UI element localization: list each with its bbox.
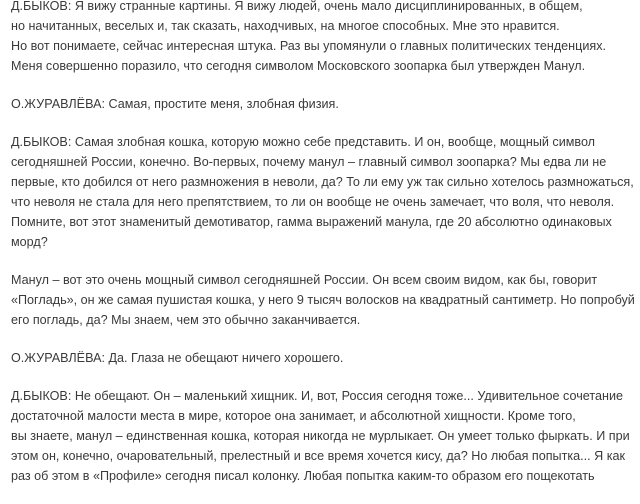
text-line: сегодняшней России, конечно. Во-первых, почему манул – главный символ зоопарка? Мы едва ли не	[11, 155, 607, 169]
text-line: его погладь, да? Мы знаем, чем это обычно заканчивается.	[11, 313, 361, 327]
paragraph-bykov-1	[11, 0, 637, 76]
text-line: достаточной малости места в мире, которое она занимает, и абсолютной хищности. Кроме того,	[11, 409, 576, 423]
text-line: Д.БЫКОВ: Я вижу странные картины. Я вижу людей, очень мало дисциплинированных, в общем,	[11, 0, 583, 13]
text-line: морд?	[11, 235, 48, 249]
text-line: первые, кто добился от него размножения в неволи, да? То ли ему уж так сильно хотелось размножаться,	[11, 175, 634, 189]
text-line: этом он, конечно, очаровательный, прелестный и все время хочется кису, да? Но любая попытка... Я как	[11, 449, 626, 463]
text-line: «Погладь», он же самая пушистая кошка, у него 9 тысяч волосков на квадратный сантиметр. Но попробуй	[11, 293, 635, 307]
text-line: вы знаете, манул – единственная кошка, которая никогда не мурлыкает. Он умеет только фыркать. И при	[11, 429, 630, 443]
text-line: Помните, вот этот знаменитый демотиватор, гамма выражений манула, где 20 абсолютно одинаковых	[11, 215, 612, 229]
paragraph-bykov-4	[11, 386, 637, 486]
text-line: Д.БЫКОВ: Не обещают. Он – маленький хищник. И, вот, Россия сегодня тоже... Удивительное сочетание	[11, 389, 623, 403]
paragraph-bykov-3	[11, 270, 637, 330]
paragraph-zhuravleva-2	[11, 348, 637, 368]
text-line: О.ЖУРАВЛЁВА: Самая, простите меня, злобная физия.	[11, 97, 339, 111]
paragraph-zhuravleva-1	[11, 94, 637, 114]
text-line: Манул – вот это очень мощный символ сегодняшней России. Он всем своим видом, как бы, говорит	[11, 273, 598, 287]
paragraph-bykov-2	[11, 132, 637, 252]
text-line: Меня совершенно поразило, что сегодня символом Московского зоопарка был утвержден Манул.	[11, 59, 586, 73]
text-line: О.ЖУРАВЛЁВА: Да. Глаза не обещают ничего хорошего.	[11, 351, 344, 365]
text-line: Д.БЫКОВ: Самая злобная кошка, которую можно себе представить. И он, вообще, мощный символ	[11, 135, 596, 149]
transcript-text	[11, 0, 637, 504]
text-line: но начитанных, веселых и, так сказать, находчивых, на многое способных. Мне это нравится.	[11, 19, 560, 33]
text-line: Но вот понимаете, сейчас интересная штука. Раз вы упомянули о главных политических тенденциях.	[11, 39, 606, 53]
text-line: раз об этом в «Профиле» сегодня писал колонку. Любая попытка каким-то образом его пощекотать	[11, 469, 595, 483]
text-line: что неволя не стала для него препятствием, то ли он вообще не очень замечает, что воля, что неволя.	[11, 195, 615, 209]
